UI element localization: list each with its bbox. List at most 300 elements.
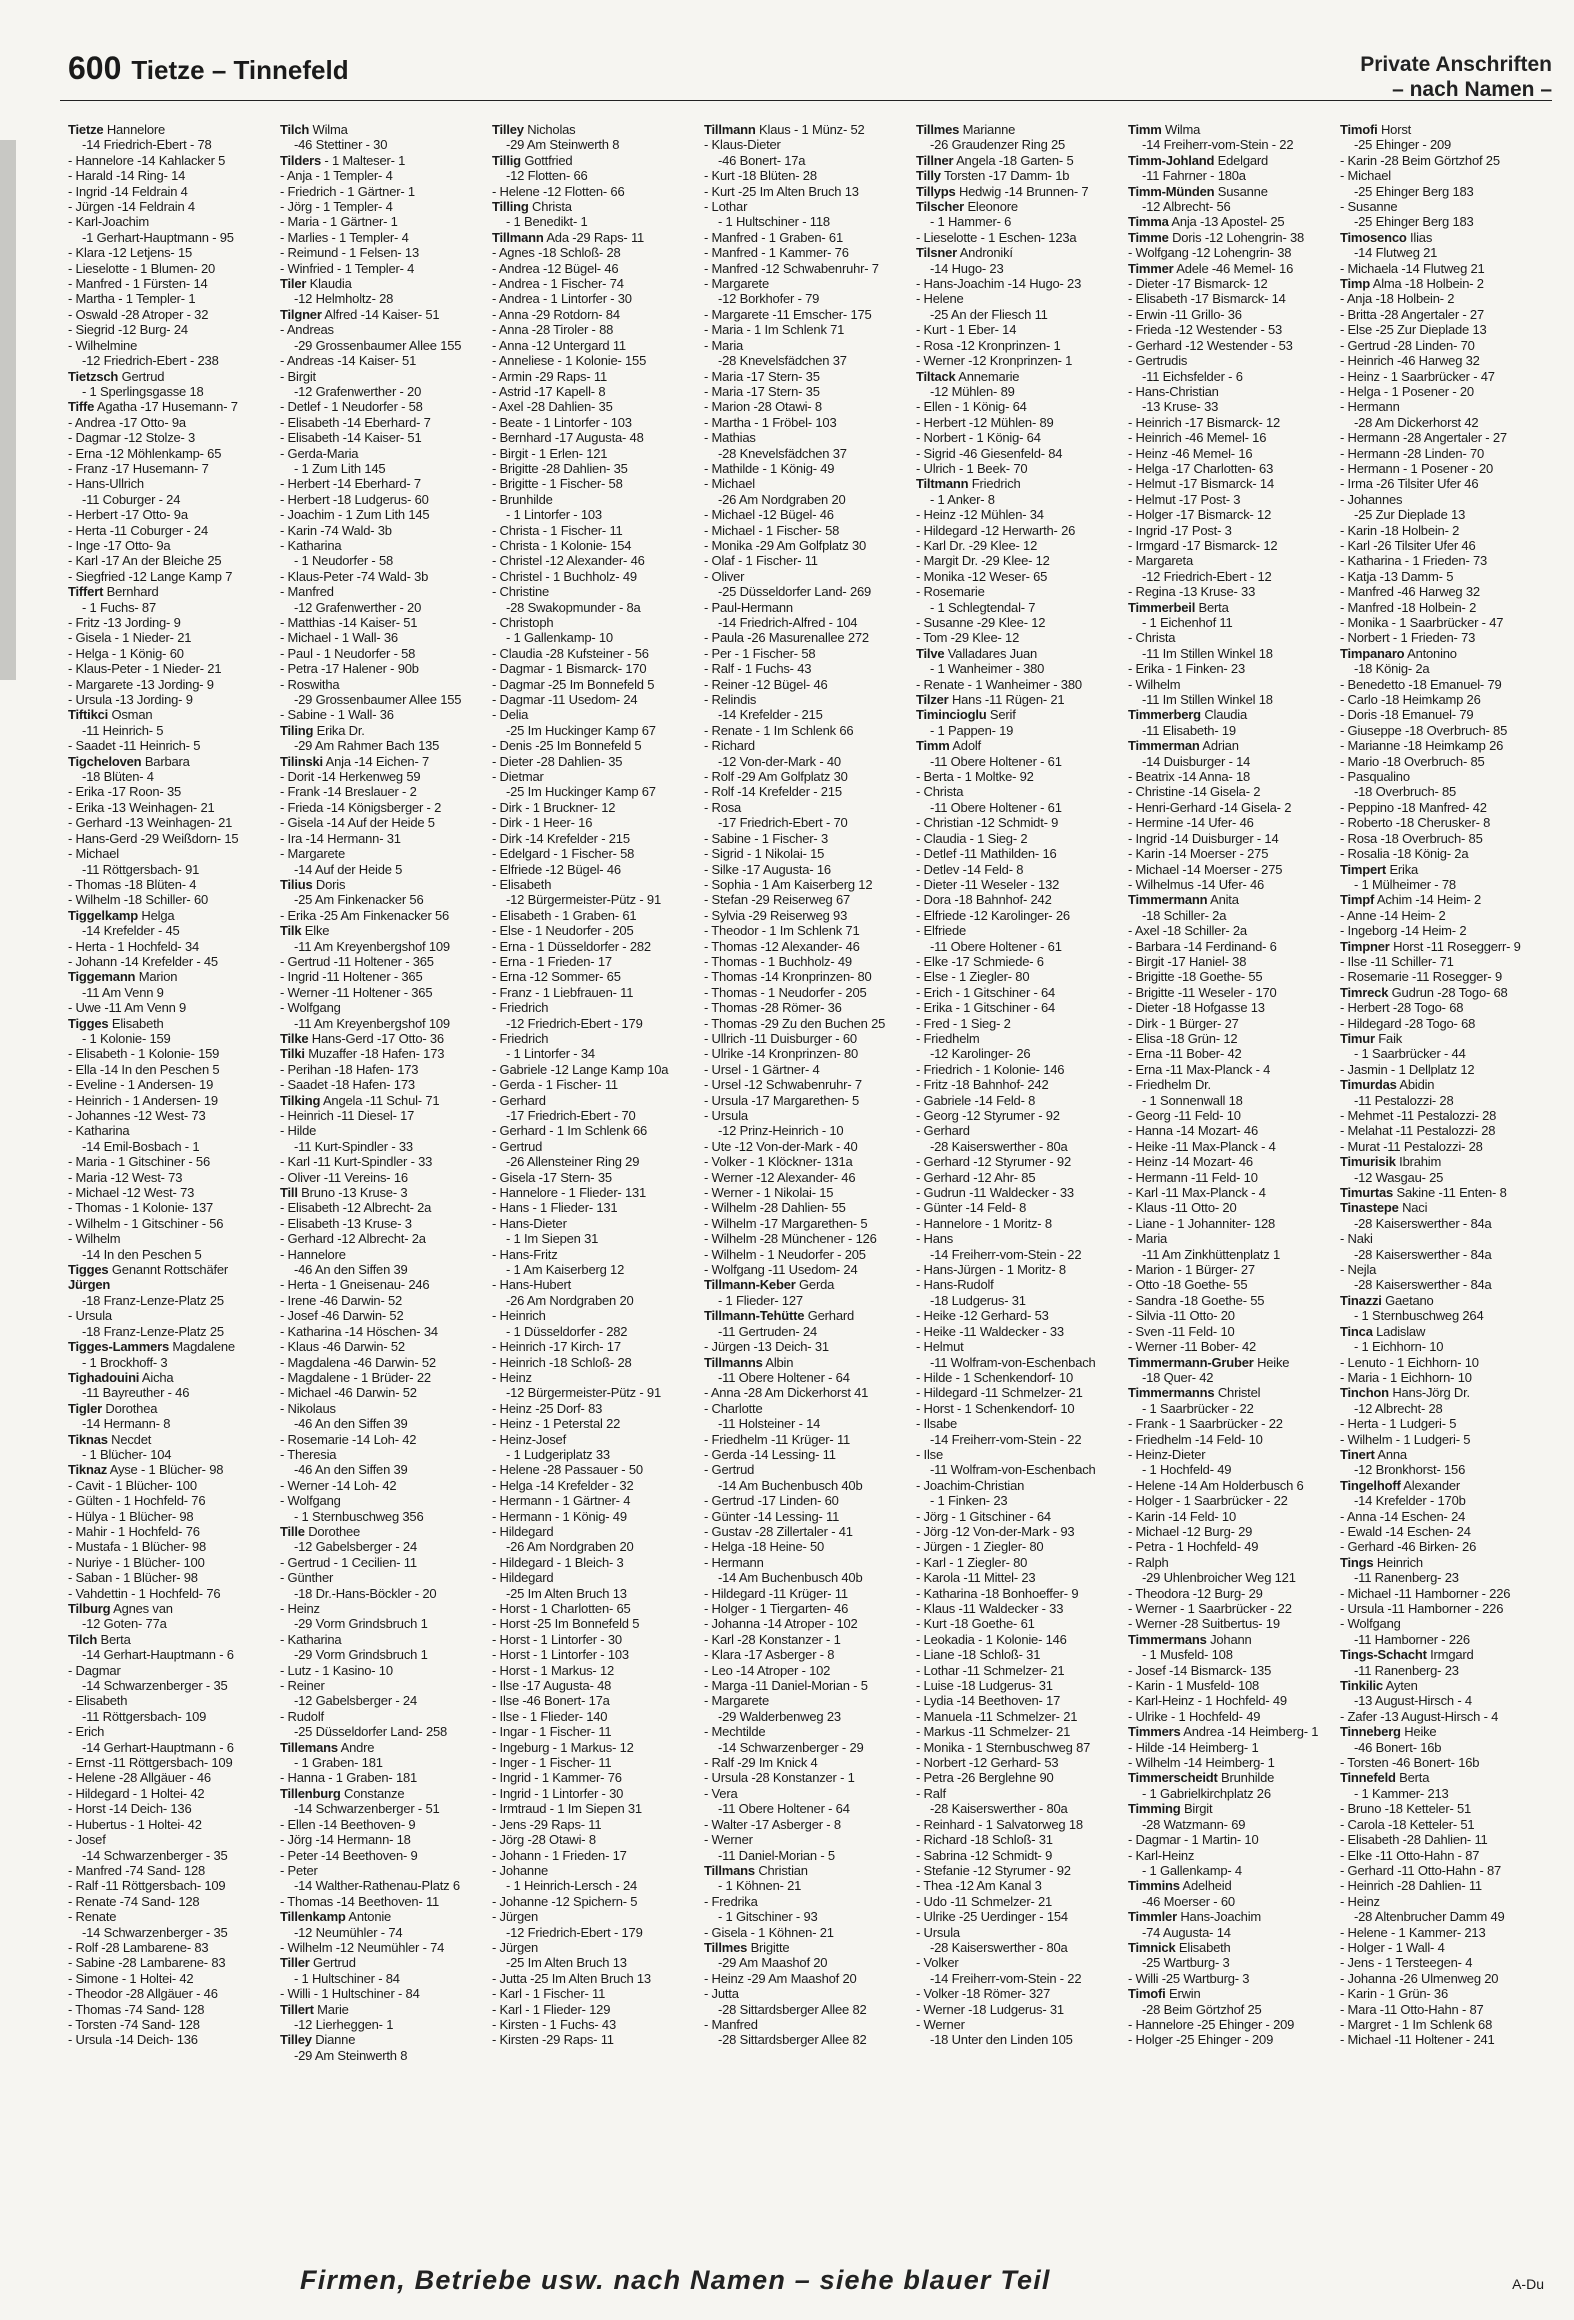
directory-entry: - Erna - 1 Düsseldorfer - 282 <box>492 938 651 954</box>
address-line: -18 Overbruch- 85 <box>1354 784 1457 800</box>
directory-entry: - Karl -11 Max-Planck - 4 <box>1128 1185 1266 1201</box>
directory-entry: - Werner <box>704 1832 753 1848</box>
address-line: -18 Quer- 42 <box>1142 1369 1214 1385</box>
address-line: -14 Gerhart-Hauptmann - 6 <box>82 1739 234 1755</box>
surname-entry: Tillmans Christian <box>704 1862 808 1878</box>
surname-entry: Timurtas Sakine -11 Enten- 8 <box>1340 1185 1507 1201</box>
directory-entry: - Friedrich <box>492 1030 549 1046</box>
directory-entry: - Regina -13 Kruse- 33 <box>1128 584 1256 600</box>
directory-entry: - Hildegard -12 Herwarth- 26 <box>916 522 1076 538</box>
directory-entry: - Karin -74 Wald- 3b <box>280 522 392 538</box>
surname-entry: Timp Alma -18 Holbein- 2 <box>1340 276 1484 292</box>
directory-entry: - Werner -11 Holtener - 365 <box>280 984 433 1000</box>
surname-entry: Timm-Münden Susanne <box>1128 183 1268 199</box>
directory-entry: - Rolf -29 Am Golfplatz 30 <box>704 769 848 785</box>
directory-entry: - Mahir - 1 Hochfeld- 76 <box>68 1523 200 1539</box>
directory-entry: - Edelgard - 1 Fischer- 58 <box>492 846 635 862</box>
footer-code: A-Du <box>1512 2276 1544 2292</box>
surname-entry: Tigges-Lammers Magdalene <box>68 1339 235 1355</box>
directory-entry: - Siegrid -12 Burg- 24 <box>68 322 188 338</box>
directory-entry: - Ursula <box>704 1108 748 1123</box>
directory-entry: - Kurt -18 Blüten- 28 <box>704 168 817 184</box>
address-line: -12 Grafenwerther - 20 <box>294 383 422 399</box>
directory-entry: - Hans-Ullrich <box>68 476 144 492</box>
directory-entry: - Anna -14 Eschen- 24 <box>1340 1508 1466 1524</box>
directory-entry: - Elisabeth <box>492 876 552 892</box>
directory-entry: - Marion - 1 Bürger- 27 <box>1128 1262 1255 1278</box>
directory-entry: - Ewald -14 Eschen- 24 <box>1340 1523 1471 1539</box>
surname-entry: Timofi Erwin <box>1128 1986 1201 2002</box>
directory-entry: - Helga -18 Heine- 50 <box>704 1539 825 1555</box>
directory-entry: - Martha - 1 Fröbel- 103 <box>704 414 837 430</box>
directory-entry: - Ingrid -14 Feldrain 4 <box>68 183 188 199</box>
address-line: -11 Obere Holtener - 61 <box>930 753 1062 769</box>
directory-entry: - Elfriede -12 Bügel- 46 <box>492 861 621 877</box>
surname-entry: Timofi Horst <box>1340 122 1412 137</box>
address-line: - 1 Kammer- 213 <box>1354 1785 1449 1801</box>
directory-entry: - Werner - 1 Nikolai- 15 <box>704 1185 834 1201</box>
address-line: -28 Am Dickerhorst 42 <box>1354 414 1479 430</box>
directory-entry: - Torsten -46 Bonert- 16b <box>1340 1755 1480 1771</box>
directory-entry: - Gabriele -12 Lange Kamp 10a <box>492 1061 669 1077</box>
address-line: -46 Moerser - 60 <box>1142 1893 1235 1909</box>
directory-entry: - Otto -18 Goethe- 55 <box>1128 1277 1248 1293</box>
address-line: -25 An der Fliesch 11 <box>930 306 1048 322</box>
directory-entry: - Jürgen <box>492 1909 539 1925</box>
directory-entry: - Ralf - 1 Fuchs- 43 <box>704 661 812 677</box>
directory-entry: - Ursula <box>916 1924 960 1940</box>
directory-entry: - Dagmar <box>68 1662 121 1678</box>
address-line: -14 Am Buchenbusch 40b <box>718 1570 863 1586</box>
surname-entry: Timmerscheidt Brunhilde <box>1128 1770 1275 1786</box>
directory-entry: - Paul-Hermann <box>704 599 793 615</box>
directory-entry: - Georg -11 Feld- 10 <box>1128 1108 1241 1123</box>
surname-entry: Tilscher Eleonore <box>916 199 1018 215</box>
directory-entry: - Dagmar - 1 Bismarck- 170 <box>492 661 647 677</box>
directory-entry: - Herta - 1 Ludgeri- 5 <box>1340 1416 1457 1432</box>
directory-entry: - Christine -14 Gisela- 2 <box>1128 784 1261 800</box>
directory-entry: - Armin -29 Raps- 11 <box>492 368 607 384</box>
address-line: -12 Lierheggen- 1 <box>294 2016 394 2032</box>
directory-entry: - Jens - 1 Tersteegen- 4 <box>1340 1955 1473 1971</box>
address-line: -11 Heinrich- 5 <box>82 722 164 738</box>
address-line: -29 Walderbenweg 23 <box>718 1708 841 1724</box>
directory-entry: - Elisabeth -12 Albrecht- 2a <box>280 1200 432 1216</box>
surname-entry: Tilk Elke <box>280 923 330 939</box>
directory-entry: - Elke -11 Otto-Hahn - 87 <box>1340 1847 1480 1863</box>
address-line: -29 Am Steinwerth 8 <box>294 2047 408 2063</box>
directory-entry: - Herta -11 Coburger - 24 <box>68 522 208 538</box>
directory-entry: - Thomas -28 Römer- 36 <box>704 1000 842 1016</box>
directory-entry: - Karl-Joachim <box>68 214 149 230</box>
directory-entry: - Sabine -28 Lambarene- 83 <box>68 1955 226 1971</box>
address-line: - 1 Brockhoff- 3 <box>82 1354 168 1370</box>
directory-entry: - Erika - 1 Gitschiner - 64 <box>916 1000 1056 1016</box>
directory-entry: - Carola -18 Ketteler- 51 <box>1340 1816 1475 1832</box>
surname-entry: Tillmann Ada -29 Raps- 11 <box>492 229 645 245</box>
directory-entry: - Werner <box>916 2016 965 2032</box>
directory-entry: - Ilse - 1 Flieder- 140 <box>492 1708 608 1724</box>
surname-entry: Timm Wilma <box>1128 122 1201 137</box>
directory-entry: - Ingrid - 1 Lintorfer - 30 <box>492 1785 624 1801</box>
directory-entry: - Uwe -11 Am Venn 9 <box>68 1000 187 1016</box>
address-line: -12 Von-der-Mark - 40 <box>718 753 841 769</box>
directory-entry: - Friedhelm -11 Krüger- 11 <box>704 1431 851 1447</box>
directory-entry: - Frieda -14 Königsberger - 2 <box>280 799 442 815</box>
address-line: -28 Sittardsberger Allee 82 <box>718 2001 867 2017</box>
directory-entry: - Elisabeth -14 Eberhard- 7 <box>280 414 431 430</box>
directory-entry: - Hannelore -14 Kahlacker 5 <box>68 152 226 168</box>
address-line: - 1 Hammer- 6 <box>930 214 1012 230</box>
address-line: -14 Walther-Rathenau-Platz 6 <box>294 1878 460 1894</box>
address-line: -14 Krefelder - 215 <box>718 707 823 723</box>
address-line: - 1 Heinrich-Lersch - 24 <box>506 1878 638 1894</box>
directory-entry: - Ernst -11 Röttgersbach- 109 <box>68 1755 233 1771</box>
directory-entry: - Günter -14 Feld- 8 <box>916 1200 1027 1216</box>
directory-entry: - Karin -28 Beim Görtzhof 25 <box>1340 152 1500 168</box>
directory-entry: - Klaus -46 Darwin- 52 <box>280 1339 405 1355</box>
directory-column <box>704 122 916 2200</box>
surname-entry: Tilders - 1 Malteser- 1 <box>280 152 406 168</box>
directory-entry: - Willi - 1 Hultschiner - 84 <box>280 1986 420 2002</box>
directory-entry: - Michael -12 Bügel- 46 <box>704 507 834 523</box>
directory-entry: - Anna -28 Am Dickerhorst 41 <box>704 1385 869 1401</box>
directory-entry: - Elisabeth -13 Kruse- 3 <box>280 1215 412 1231</box>
directory-entry: - Michael <box>1340 168 1391 184</box>
surname-entry: Tiftikci Osman <box>68 707 153 723</box>
directory-entry: - Hans-Fritz <box>492 1246 558 1262</box>
directory-entry: - Wilhelm -14 Heimberg- 1 <box>1128 1755 1275 1771</box>
section-title-line1: Private Anschriften <box>1360 53 1552 76</box>
surname-entry: Tillyps Hedwig -14 Brunnen- 7 <box>916 183 1089 199</box>
page-header-left <box>68 50 349 87</box>
surname-entry: Timmers Andrea -14 Heimberg- 1 <box>1128 1724 1319 1740</box>
directory-entry: - Jürgen <box>492 1939 539 1955</box>
directory-entry: - Ursula -13 Jording- 9 <box>68 692 193 708</box>
address-line: -11 Im Stillen Winkel 18 <box>1142 692 1273 708</box>
directory-entry: - Oliver -11 Vereins- 16 <box>280 1169 408 1185</box>
surname-entry: Timpanaro Antonino <box>1340 645 1457 661</box>
directory-entry: - Hans-Rudolf <box>916 1277 994 1293</box>
directory-entry: - Lothar -11 Schmelzer- 21 <box>916 1662 1065 1678</box>
surname-entry: Tilley Dianne <box>280 2032 356 2048</box>
directory-entry: - Charlotte <box>704 1400 763 1416</box>
directory-entry: - Leo -14 Atroper - 102 <box>704 1662 831 1678</box>
surname-entry: Jürgen <box>68 1277 111 1293</box>
directory-entry: - Heinz -12 Mühlen- 34 <box>916 507 1044 523</box>
address-line: - 1 Gabrielkirchplatz 26 <box>1142 1785 1271 1801</box>
directory-entry: - Dagmar - 1 Martin- 10 <box>1128 1832 1259 1848</box>
directory-entry: - Johanne <box>492 1862 549 1878</box>
surname-entry: Timpert Erika <box>1340 861 1419 877</box>
directory-entry: - Manuela -11 Schmelzer- 21 <box>916 1708 1078 1724</box>
address-line: -11 Holsteiner - 14 <box>718 1416 821 1432</box>
directory-entry: - Heike -11 Waldecker - 33 <box>916 1323 1064 1339</box>
directory-entry: - Hildegard - 1 Holtei- 42 <box>68 1785 205 1801</box>
directory-entry: - Ingrid - 1 Kammer- 76 <box>492 1770 622 1786</box>
surname-entry: Tillert Marie <box>280 2001 349 2017</box>
directory-entry: - Volker - 1 Klöckner- 131a <box>704 1154 853 1170</box>
address-line: -46 Stettiner - 30 <box>294 137 388 153</box>
surname-entry: Tilki Muzaffer -18 Hafen- 173 <box>280 1046 445 1062</box>
directory-entry: - Helene -12 Flotten- 66 <box>492 183 625 199</box>
directory-entry: - Horst - 1 Charlotten- 65 <box>492 1601 631 1616</box>
directory-entry: - Ralph <box>1128 1554 1169 1570</box>
directory-entry: - Hermann <box>704 1554 764 1570</box>
directory-entry: - Norbert - 1 Frieden- 73 <box>1340 630 1476 646</box>
directory-entry: - Klaus -11 Waldecker - 33 <box>916 1601 1064 1616</box>
address-line: -28 Kaiserswerther - 84a <box>1354 1246 1492 1262</box>
address-line: - 1 Eichhorn- 10 <box>1354 1339 1444 1355</box>
address-line: -11 Im Stillen Winkel 18 <box>1142 645 1273 661</box>
directory-entry: - Agnes -18 Schloß- 28 <box>492 245 621 261</box>
directory-entry: - Rosemarie -11 Rosegger- 9 <box>1340 969 1502 985</box>
address-line: - 1 Schlegtendal- 7 <box>930 599 1036 615</box>
address-line: - 1 Zum Lith 145 <box>294 460 386 476</box>
directory-entry: - Detlev -14 Feld- 8 <box>916 861 1024 877</box>
address-line: -14 Freiherr-vom-Stein - 22 <box>930 1246 1082 1262</box>
directory-entry: - Maria - 1 Gitschiner - 56 <box>68 1154 210 1170</box>
address-line: -11 Obere Holtener - 61 <box>930 799 1062 815</box>
directory-entry: - Tom -29 Klee- 12 <box>916 630 1020 646</box>
address-line: - 1 Gallenkamp- 10 <box>506 630 613 646</box>
directory-entry: - Helga - 1 König- 60 <box>68 645 184 661</box>
directory-entry: - Thomas - 1 Buchholz- 49 <box>704 953 852 969</box>
directory-entry: - Birgit - 1 Erlen- 121 <box>492 445 608 461</box>
directory-entry: - Axel -28 Dahlien- 35 <box>492 399 613 415</box>
address-line: -25 Ehinger Berg 183 <box>1354 183 1474 199</box>
surname-entry: Tiknaz Ayse - 1 Blücher- 98 <box>68 1462 224 1478</box>
directory-entry: - Jens -29 Raps- 11 <box>492 1816 602 1832</box>
directory-entry: - Stefan -29 Reiserweg 67 <box>704 892 851 908</box>
directory-entry: - Erika - 1 Finken- 23 <box>1128 661 1245 677</box>
address-line: -18 König- 2a <box>1354 661 1430 677</box>
address-line: -11 Elisabeth- 19 <box>1142 722 1236 738</box>
directory-entry: - Hubertus - 1 Holtei- 42 <box>68 1816 202 1832</box>
address-line: -11 Am Kreyenbergshof 109 <box>294 1015 450 1031</box>
surname-entry: Timm Adolf <box>916 738 981 754</box>
surname-entry: Timmerberg Claudia <box>1128 707 1248 723</box>
directory-entry: - Hildegard <box>492 1523 554 1539</box>
address-line: -14 Schwarzenberger - 35 <box>82 1678 228 1694</box>
directory-entry: - Ursula -14 Deich- 136 <box>68 2032 198 2048</box>
directory-entry: - Hans <box>916 1231 954 1247</box>
directory-entry: - Gerhard -46 Birken- 26 <box>1340 1539 1477 1555</box>
directory-entry: - Theresia <box>280 1446 337 1462</box>
directory-entry: - Olaf - 1 Fischer- 11 <box>704 553 818 569</box>
directory-entry: - Rosa <box>704 799 742 815</box>
directory-entry: - Margarete <box>280 846 345 862</box>
surname-entry: Tillner Angela -18 Garten- 5 <box>916 152 1074 168</box>
directory-entry: - Helene -28 Allgäuer - 46 <box>68 1770 211 1786</box>
directory-entry: - Susanne -29 Klee- 12 <box>916 615 1046 630</box>
address-line: -26 Am Nordgraben 20 <box>506 1539 634 1555</box>
directory-entry: - Heinz -14 Mozart- 46 <box>1128 1154 1253 1170</box>
directory-entry: - Erna -11 Max-Planck - 4 <box>1128 1061 1271 1077</box>
directory-entry: - Cavit - 1 Blücher- 100 <box>68 1477 197 1493</box>
address-line: -12 Albrecht- 56 <box>1142 199 1231 215</box>
directory-entry: - Ellen -14 Beethoven- 9 <box>280 1816 416 1832</box>
surname-entry: Timmerbeil Berta <box>1128 599 1229 615</box>
address-line: - 1 Sternbuschweg 264 <box>1354 1308 1484 1324</box>
directory-entry: - Gertrud <box>492 1138 543 1154</box>
address-line: -11 Pestalozzi- 28 <box>1354 1092 1454 1108</box>
directory-entry: - Vera <box>704 1785 738 1801</box>
directory-entry: - Sylvia -29 Reiserweg 93 <box>704 907 848 923</box>
directory-entry: - Erich <box>68 1724 105 1740</box>
directory-entry: - Klaus-Peter -74 Wald- 3b <box>280 568 429 584</box>
directory-entry: - Karl-Heinz <box>1128 1847 1195 1863</box>
directory-entry: - Dagmar -11 Usedom- 24 <box>492 692 638 708</box>
address-line: -14 Am Buchenbusch 40b <box>718 1477 863 1493</box>
surname-entry: Tillig Gottfried <box>492 152 573 168</box>
directory-column <box>68 122 280 2200</box>
directory-entry: - Kurt -25 Im Alten Bruch 13 <box>704 183 859 199</box>
address-line: -14 Hugo- 23 <box>930 260 1004 276</box>
directory-entry: - Manfred -46 Harweg 32 <box>1340 584 1480 600</box>
directory-entry: - Hilde -14 Heimberg- 1 <box>1128 1739 1259 1755</box>
directory-entry: - Roberto -18 Cherusker- 8 <box>1340 815 1491 831</box>
name-range: Tietze – Tinnefeld <box>131 55 349 85</box>
directory-entry: - Brunhilde <box>492 491 553 507</box>
directory-entry: - Mathias <box>704 430 756 446</box>
address-line: -12 Gabelsberger - 24 <box>294 1693 417 1709</box>
directory-entry: - Britta -28 Angertaler - 27 <box>1340 306 1484 322</box>
address-line: -14 Freiherr-vom-Stein - 22 <box>1142 137 1294 153</box>
directory-entry: - Klaus-Peter - 1 Nieder- 21 <box>68 661 222 677</box>
directory-entry: - Katja -13 Damm- 5 <box>1340 568 1454 584</box>
surname-entry: Tillenburg Constanze <box>280 1785 405 1801</box>
directory-entry: - Silvia -11 Otto- 20 <box>1128 1308 1235 1324</box>
directory-entry: - Erich - 1 Gitschiner - 64 <box>916 984 1056 1000</box>
directory-entry: - Gerhard -13 Weinhagen- 21 <box>68 815 233 831</box>
surname-entry: Tiffert Bernhard <box>68 584 159 600</box>
directory-entry: - Elisabeth -28 Dahlien- 11 <box>1340 1832 1488 1848</box>
directory-entry: - Magdalena -46 Darwin- 52 <box>280 1354 436 1370</box>
directory-entry: - Fred - 1 Sieg- 2 <box>916 1015 1011 1031</box>
address-line: -26 Am Nordgraben 20 <box>718 491 846 507</box>
directory-entry: - Jürgen -14 Feldrain 4 <box>68 199 195 215</box>
address-line: - 1 Benedikt- 1 <box>506 214 588 230</box>
directory-entry: - Udo -11 Schmelzer- 21 <box>916 1893 1053 1909</box>
directory-entry: - Lutz - 1 Kasino- 10 <box>280 1662 393 1678</box>
directory-entry: - Christine <box>492 584 550 600</box>
surname-entry: Tinca Ladislaw <box>1340 1323 1426 1339</box>
directory-entry: - Erwin -11 Grillo- 36 <box>1128 306 1242 322</box>
directory-entry: - Zafer -13 August-Hirsch - 4 <box>1340 1708 1499 1724</box>
address-line: -25 Am Finkenacker 56 <box>294 892 424 908</box>
directory-entry: - Maria <box>704 337 744 353</box>
directory-entry: - Maria - 1 Eichhorn- 10 <box>1340 1369 1472 1385</box>
directory-entry: - Heinrich -46 Memel- 16 <box>1128 430 1267 446</box>
directory-entry: - Monika -29 Am Golfplatz 30 <box>704 537 867 553</box>
directory-entry: - Andrea - 1 Lintorfer - 30 <box>492 291 632 307</box>
directory-entry: - Renate -74 Sand- 128 <box>68 1893 200 1909</box>
directory-entry: - Hannelore - 1 Moritz- 8 <box>916 1215 1052 1231</box>
directory-entry: - Marion -28 Otawi- 8 <box>704 399 822 415</box>
directory-entry: - Per - 1 Fischer- 58 <box>704 645 816 661</box>
address-line: - 1 Pappen- 19 <box>930 722 1014 738</box>
directory-entry: - Sabine - 1 Wall- 36 <box>280 707 394 723</box>
directory-entry: - Hannelore -25 Ehinger - 209 <box>1128 2016 1295 2032</box>
directory-entry: - Siegfried -12 Lange Kamp 7 <box>68 568 233 584</box>
directory-entry: - Christa <box>916 784 964 800</box>
surname-entry: Tilve Valladares Juan <box>916 645 1038 661</box>
surname-entry: Tillmanns Albin <box>704 1354 794 1370</box>
directory-entry: - Michael -12 Burg- 29 <box>1128 1523 1253 1539</box>
directory-entry: - Hans-Christian <box>1128 383 1219 399</box>
directory-entry: - Ursel - 1 Gärtner- 4 <box>704 1061 820 1077</box>
directory-entry: - Heinrich - 1 Andersen- 19 <box>68 1092 218 1108</box>
directory-entry: - Matthias -14 Kaiser- 51 <box>280 615 418 630</box>
directory-entry: - Hildegard -28 Togo- 68 <box>1340 1015 1476 1031</box>
directory-entry: - Katharina -18 Bonhoeffer- 9 <box>916 1585 1079 1601</box>
address-line: - 1 Musfeld- 108 <box>1142 1647 1233 1663</box>
directory-entry: - Wilhelm -17 Margarethen- 5 <box>704 1215 868 1231</box>
directory-entry: - Klara -17 Asberger - 8 <box>704 1647 835 1663</box>
surname-entry: Tillemans Andre <box>280 1739 375 1755</box>
directory-entry: - Michael <box>704 476 755 492</box>
directory-entry: - Werner -18 Ludgerus- 31 <box>916 2001 1064 2017</box>
directory-entry: - Anja - 1 Templer- 4 <box>280 168 393 184</box>
directory-entry: - Monika - 1 Sternbuschweg 87 <box>916 1739 1091 1755</box>
directory-entry: - Horst - 1 Lintorfer - 103 <box>492 1647 629 1663</box>
directory-entry: - Doris -18 Emanuel- 79 <box>1340 707 1474 723</box>
surname-entry: Timurisik Ibrahim <box>1340 1154 1442 1170</box>
directory-entry: - Brigitte -11 Weseler - 170 <box>1128 984 1277 1000</box>
directory-entry: - Hannelore - 1 Flieder- 131 <box>492 1185 647 1201</box>
directory-entry: - Thomas -14 Kronprinzen- 80 <box>704 969 872 985</box>
address-line: -11 Gertruden- 24 <box>718 1323 817 1339</box>
directory-entry: - Gustav -28 Zillertaler - 41 <box>704 1523 853 1539</box>
address-line: -14 Friedrich-Ebert - 78 <box>82 137 212 153</box>
directory-entry: - Ralf -29 Im Knick 4 <box>704 1755 818 1771</box>
directory-entry: - Ullrich -11 Duisburger - 60 <box>704 1030 857 1046</box>
directory-entry: - Petra -17 Halener - 90b <box>280 661 419 677</box>
address-line: -12 Karolinger- 26 <box>930 1046 1031 1062</box>
directory-entry: - Detlef - 1 Neudorfer - 58 <box>280 399 423 415</box>
address-line: -28 Watzmann- 69 <box>1142 1816 1246 1832</box>
directory-entry: - Gerhard -12 Ahr- 85 <box>916 1169 1036 1185</box>
directory-entry: - Kurt - 1 Eber- 14 <box>916 322 1017 338</box>
directory-entry: - Else -25 Zur Dieplade 13 <box>1340 322 1487 338</box>
directory-entry: - Giuseppe -18 Overbruch- 85 <box>1340 722 1508 738</box>
directory-entry: - Karl Dr. -29 Klee- 12 <box>916 537 1038 553</box>
surname-entry: Tilch Wilma <box>280 122 348 137</box>
directory-entry: - Christian -12 Schmidt- 9 <box>916 815 1059 831</box>
surname-entry: Tiller Gertrud <box>280 1955 356 1971</box>
directory-entry: - Hermine -14 Ufer- 46 <box>1128 815 1254 831</box>
directory-entry: - Wilhelm -28 Münchener - 126 <box>704 1231 877 1247</box>
address-line: -28 Altenbrucher Damm 49 <box>1354 1909 1505 1925</box>
address-line: -14 Flutweg 21 <box>1354 245 1438 261</box>
directory-entry: - Ingrid -14 Duisburger - 14 <box>1128 830 1279 846</box>
directory-entry: - Gertrud -28 Linden- 70 <box>1340 337 1475 353</box>
directory-entry: - Dagmar -25 Im Bonnefeld 5 <box>492 676 655 692</box>
directory-entry: - Manfred - 1 Fürsten- 14 <box>68 276 208 292</box>
directory-entry: - Gertrud -17 Linden- 60 <box>704 1493 839 1509</box>
address-line: -46 An den Siffen 39 <box>294 1262 408 1278</box>
surname-entry: Tiffe Agatha -17 Husemann- 7 <box>68 399 238 415</box>
directory-entry: - Hans-Hubert <box>492 1277 572 1293</box>
surname-entry: Tilke Hans-Gerd -17 Otto- 36 <box>280 1030 444 1046</box>
directory-entry: - Carlo -18 Heimkamp 26 <box>1340 692 1481 708</box>
directory-entry: - Brigitte - 1 Fischer- 58 <box>492 476 623 492</box>
address-line: -1 Gerhart-Hauptmann - 95 <box>82 229 234 245</box>
directory-entry: - Frank - 1 Saarbrücker - 22 <box>1128 1416 1283 1432</box>
directory-entry: - Harald -14 Ring- 14 <box>68 168 186 184</box>
directory-entry: - Heinz - 1 Saarbrücker - 47 <box>1340 368 1495 384</box>
